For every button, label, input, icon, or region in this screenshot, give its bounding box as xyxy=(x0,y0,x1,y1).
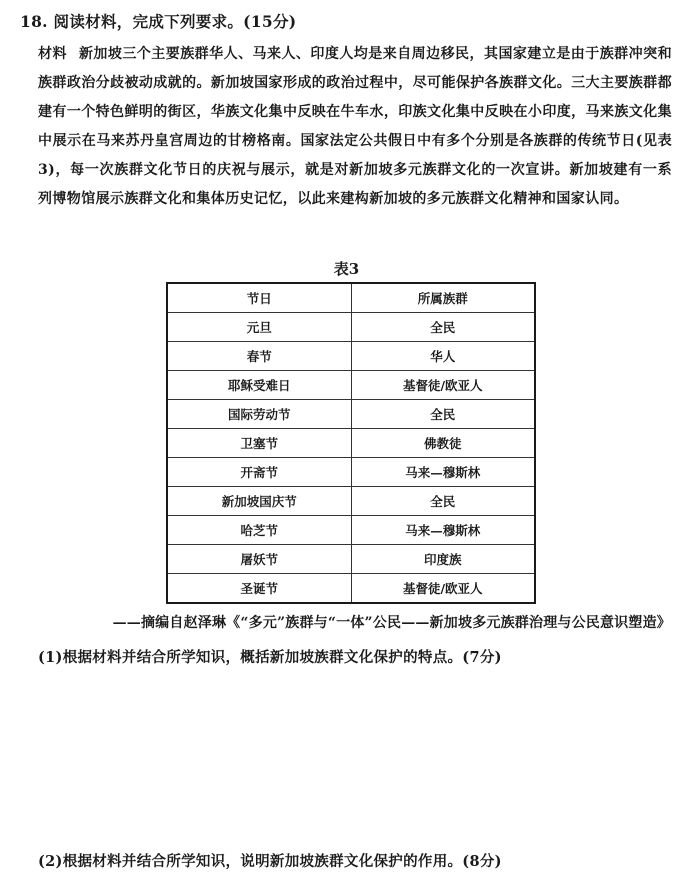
table-row xyxy=(167,400,535,429)
table-row xyxy=(167,574,535,604)
table-row xyxy=(167,342,535,371)
sub-question-1: (1)根据材料并结合所学知识，概括新加坡族群文化保护的特点。(7分) xyxy=(38,649,502,666)
group-cell: 基督徒/欧亚人 xyxy=(351,574,535,604)
festival-cell: 元旦 xyxy=(167,313,351,342)
group-cell: 全民 xyxy=(351,400,535,429)
festival-cell: 春节 xyxy=(167,342,351,371)
festival-cell: 屠妖节 xyxy=(167,545,351,574)
sub-question-2: (2)根据材料并结合所学知识，说明新加坡族群文化保护的作用。(8分) xyxy=(38,853,502,870)
group-cell: 佛教徒 xyxy=(351,429,535,458)
group-cell: 华人 xyxy=(351,342,535,371)
festival-table-body xyxy=(167,283,535,603)
group-cell: 全民 xyxy=(351,487,535,516)
material-lead: 材料 xyxy=(38,46,67,62)
table-row xyxy=(167,516,535,545)
table-row xyxy=(167,487,535,516)
source-citation: ——摘编自赵泽琳《“多元”族群与“一体”公民——新加坡多元族群治理与公民意识塑造》 xyxy=(112,615,671,631)
header-group: 所属族群 xyxy=(351,283,535,313)
group-cell: 印度族 xyxy=(351,545,535,574)
festival-cell: 新加坡国庆节 xyxy=(167,487,351,516)
festival-cell: 哈芝节 xyxy=(167,516,351,545)
group-cell: 马来—穆斯林 xyxy=(351,458,535,487)
festival-cell: 国际劳动节 xyxy=(167,400,351,429)
table-row xyxy=(167,545,535,574)
table-row xyxy=(167,429,535,458)
table-caption: 表3 xyxy=(333,260,360,278)
table-row xyxy=(167,313,535,342)
festival-cell: 耶稣受难日 xyxy=(167,371,351,400)
group-cell: 基督徒/欧亚人 xyxy=(351,371,535,400)
header-festival: 节日 xyxy=(167,283,351,313)
material-text: 新加坡三个主要族群华人、马来人、印度人均是来自周边移民，其国家建立是由于族群冲突和族群政治分歧被动成就的。新加坡国家形成的政治过程中，尽可能保护各族群文化。三大主要族群都建有一个特色鲜明的街区，华族文化集中反映在牛车水，印族文化集中反映在小印度，马来族文化集中展示在马来苏丹皇宫周边的甘榜格南。国家法定公共假日中有多个分别是各族群的传统节日(见表3)，每一次族群文化节日的庆祝与展示，就是对新加坡多元族群文化的一次宣讲。新加坡建有一系列博物馆展示族群文化和集体历史记忆，以此来建构新加坡的多元族群文化精神和国家认同。 xyxy=(38,46,672,207)
table-row xyxy=(167,458,535,487)
group-cell: 全民 xyxy=(351,313,535,342)
festival-table xyxy=(166,282,536,604)
table-header-row xyxy=(167,283,535,313)
festival-cell: 开斋节 xyxy=(167,458,351,487)
question-title: 18. 阅读材料，完成下列要求。(15分) xyxy=(20,12,297,31)
festival-cell: 卫塞节 xyxy=(167,429,351,458)
group-cell: 马来—穆斯林 xyxy=(351,516,535,545)
table-row xyxy=(167,371,535,400)
festival-cell: 圣诞节 xyxy=(167,574,351,604)
material-paragraph xyxy=(38,40,672,214)
